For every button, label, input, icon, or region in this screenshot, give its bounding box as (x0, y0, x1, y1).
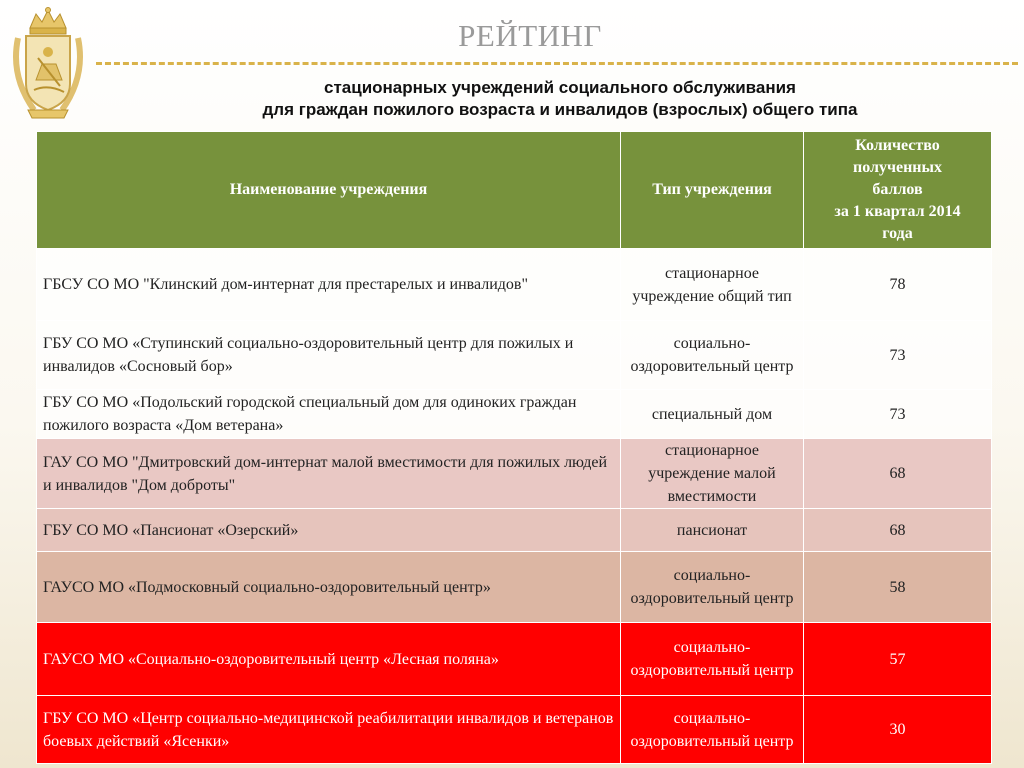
subtitle-line-1: стационарных учреждений социального обслуживания (324, 78, 796, 97)
score-header-line: полученных (852, 159, 943, 176)
table-row (37, 390, 992, 439)
institution-type: пансионат (621, 509, 804, 552)
moscow-oblast-coat-of-arms-icon (8, 6, 88, 122)
score-header-line: баллов (872, 181, 923, 198)
institution-score: 78 (804, 249, 992, 321)
column-header-score (804, 132, 992, 249)
score-header-line: за 1 квартал 2014 (834, 203, 961, 220)
institution-score: 30 (804, 696, 992, 764)
table-row (37, 321, 992, 390)
score-header-line: Количество (855, 137, 940, 154)
institution-type: социально-оздоровительный центр (621, 696, 804, 764)
institution-score: 73 (804, 390, 992, 439)
institution-score: 73 (804, 321, 992, 390)
institution-type: социально-оздоровительный центр (621, 623, 804, 696)
table-row (37, 439, 992, 509)
institution-score: 68 (804, 509, 992, 552)
column-header-name: Наименование учреждения (37, 132, 621, 249)
institution-name: ГБУ СО МО «Подольский городской специальный дом для одиноких граждан пожилого возраста «Дом ветерана» (37, 390, 621, 439)
dashed-divider (96, 62, 1018, 65)
institution-name: ГБСУ СО МО "Клинский дом-интернат для престарелых и инвалидов" (37, 249, 621, 321)
slide-subtitle (96, 77, 1024, 121)
institution-name: ГБУ СО МО «Ступинский социально-оздоровительный центр для пожилых и инвалидов «Сосновый бор» (37, 321, 621, 390)
institution-score: 58 (804, 552, 992, 623)
institution-type: стационарное учреждение малой вместимости (621, 439, 804, 509)
column-header-type: Тип учреждения (621, 132, 804, 249)
institution-score: 68 (804, 439, 992, 509)
table-row (37, 249, 992, 321)
institution-type: социально-оздоровительный центр (621, 552, 804, 623)
score-header-line: года (882, 225, 913, 242)
institution-name: ГАУСО МО «Подмосковный социально-оздоровительный центр» (37, 552, 621, 623)
institution-type: социально-оздоровительный центр (621, 321, 804, 390)
table-row (37, 623, 992, 696)
institution-score: 57 (804, 623, 992, 696)
institution-name: ГАУСО МО «Социально-оздоровительный центр «Лесная поляна» (37, 623, 621, 696)
institution-type: стационарное учреждение общий тип (621, 249, 804, 321)
table-row (37, 552, 992, 623)
table-row (37, 696, 992, 764)
institution-name: ГБУ СО МО «Центр социально-медицинской реабилитации инвалидов и ветеранов боевых действий «Ясенки» (37, 696, 621, 764)
institution-name: ГАУ СО МО "Дмитровский дом-интернат малой вместимости для пожилых людей и инвалидов "Дом доброты" (37, 439, 621, 509)
subtitle-line-2: для граждан пожилого возраста и инвалидов (взрослых) общего типа (262, 100, 858, 119)
slide-title: РЕЙТИНГ (458, 18, 602, 53)
table-header-row (37, 132, 992, 249)
institution-name: ГБУ СО МО «Пансионат «Озерский» (37, 509, 621, 552)
table-row (37, 509, 992, 552)
institution-type: специальный дом (621, 390, 804, 439)
rating-table (36, 131, 991, 764)
